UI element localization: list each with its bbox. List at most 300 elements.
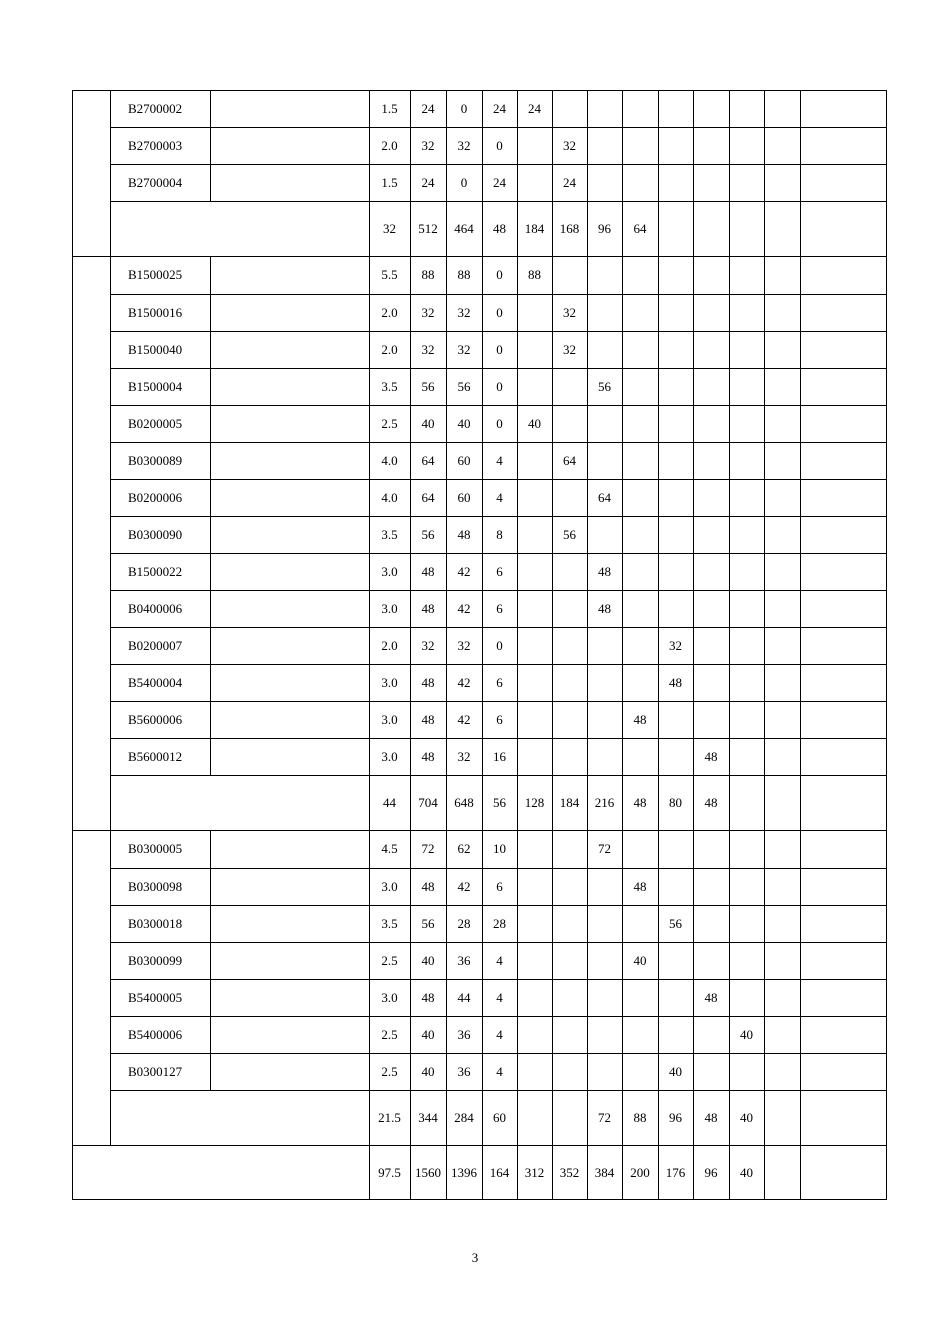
column-divider (764, 664, 765, 701)
item-value-text: 44 (457, 989, 471, 1005)
column-divider (658, 256, 659, 294)
item-value (369, 830, 410, 868)
column-divider (764, 830, 765, 868)
column-divider (800, 442, 801, 479)
column-divider (729, 627, 730, 664)
item-value (410, 979, 446, 1016)
item-value-text: 32 (421, 637, 435, 653)
column-divider (587, 405, 588, 442)
column-divider (552, 942, 553, 979)
column-divider (517, 368, 518, 405)
item-value (482, 664, 517, 701)
item-value (446, 553, 482, 590)
column-divider (210, 590, 211, 627)
item-value-text: 48 (421, 600, 435, 616)
item-value-text: 42 (457, 711, 471, 727)
item-code-text: B0400006 (128, 600, 183, 616)
column-divider (729, 830, 730, 868)
item-value-text: 24 (528, 100, 541, 116)
column-divider (693, 868, 694, 905)
item-value (369, 368, 410, 405)
column-divider (622, 627, 623, 664)
column-divider (622, 1053, 623, 1090)
item-code-text: B0300005 (128, 841, 183, 856)
column-divider (110, 201, 111, 256)
item-code (110, 442, 210, 479)
column-divider (764, 256, 765, 294)
item-value-text: 24 (563, 174, 576, 190)
item-value-text: 32 (563, 304, 576, 320)
column-divider (658, 701, 659, 738)
item-value-text: 28 (457, 915, 471, 931)
item-value-text: 1.5 (381, 100, 398, 116)
column-divider (658, 830, 659, 868)
subtotal-value-text: 96 (669, 1109, 682, 1125)
column-divider (729, 164, 730, 201)
item-value (446, 979, 482, 1016)
column-divider (764, 942, 765, 979)
item-value-text: 4 (496, 1063, 503, 1079)
column-divider (210, 368, 211, 405)
column-divider (800, 590, 801, 627)
item-value (410, 1016, 446, 1053)
total-value-text: 96 (704, 1164, 718, 1180)
column-divider (587, 1016, 588, 1053)
item-value (369, 738, 410, 775)
item-value-text: 2.0 (381, 304, 398, 320)
item-value-text: 4 (496, 489, 503, 505)
item-value-text: 6 (496, 563, 503, 579)
column-divider (764, 331, 765, 368)
item-value-text: 4 (496, 452, 503, 468)
column-divider (729, 664, 730, 701)
item-value (410, 701, 446, 738)
column-divider (729, 405, 730, 442)
item-value-text: 16 (493, 748, 506, 764)
subtotal-value (587, 1090, 622, 1145)
item-value-text: 42 (457, 600, 471, 616)
item-value-text: 64 (421, 452, 435, 468)
column-divider (693, 442, 694, 479)
item-code-text: B2700003 (128, 137, 183, 153)
column-divider (729, 775, 730, 830)
item-value-text: 56 (421, 378, 435, 394)
item-value-text: 64 (563, 452, 576, 468)
column-divider (764, 164, 765, 201)
item-value-text: 32 (421, 341, 435, 357)
item-value-text: 2.5 (381, 1026, 398, 1042)
column-divider (658, 516, 659, 553)
column-divider (729, 368, 730, 405)
item-value-text: 56 (457, 378, 471, 394)
item-value (410, 294, 446, 331)
column-divider (622, 442, 623, 479)
column-divider (800, 294, 801, 331)
item-value-text: 4 (496, 952, 503, 968)
item-value (369, 256, 410, 294)
item-value-text: 88 (528, 267, 541, 282)
item-value-text: 24 (493, 174, 506, 190)
item-code (110, 738, 210, 775)
item-code (110, 664, 210, 701)
item-value (446, 368, 482, 405)
item-code (110, 164, 210, 201)
column-divider (764, 294, 765, 331)
item-value-text: 56 (598, 378, 611, 394)
item-value (482, 516, 517, 553)
column-divider (210, 127, 211, 164)
column-divider (552, 905, 553, 942)
column-divider (800, 905, 801, 942)
item-value-text: 48 (704, 748, 718, 764)
item-value-text: 3.0 (381, 748, 398, 764)
column-divider (658, 590, 659, 627)
subtotal-value-text: 168 (559, 220, 580, 236)
column-divider (622, 90, 623, 127)
item-value (446, 868, 482, 905)
column-divider (693, 830, 694, 868)
column-divider (658, 1016, 659, 1053)
column-divider (210, 479, 211, 516)
subtotal-value (658, 775, 693, 830)
item-value (369, 627, 410, 664)
column-divider (210, 664, 211, 701)
column-divider (587, 90, 588, 127)
item-value (369, 442, 410, 479)
item-value-text: 32 (457, 341, 471, 357)
column-divider (517, 905, 518, 942)
column-divider (587, 701, 588, 738)
subtotal-value-text: 88 (633, 1109, 647, 1125)
item-value-text: 48 (457, 526, 471, 542)
column-divider (622, 979, 623, 1016)
subtotal-value-text: 44 (383, 794, 396, 810)
item-value (482, 294, 517, 331)
total-value-text: 40 (740, 1164, 753, 1180)
item-value (410, 905, 446, 942)
item-value-text: 32 (457, 748, 471, 764)
item-value-text: 40 (421, 952, 435, 968)
column-divider (800, 368, 801, 405)
item-value (446, 256, 482, 294)
item-value-text: 32 (457, 304, 471, 320)
item-value-text: 0 (460, 174, 468, 190)
column-divider (658, 127, 659, 164)
item-value-text: 56 (669, 915, 682, 931)
item-code-text: B0300127 (128, 1063, 183, 1079)
item-code (110, 627, 210, 664)
total-value (482, 1145, 517, 1200)
column-divider (587, 442, 588, 479)
column-divider (800, 256, 801, 294)
item-value (658, 905, 693, 942)
column-divider (210, 90, 211, 127)
item-code-text: B5400006 (128, 1026, 183, 1042)
item-value (446, 830, 482, 868)
column-divider (658, 942, 659, 979)
subtotal-value (369, 201, 410, 256)
item-value-text: 48 (669, 674, 682, 690)
item-value (369, 979, 410, 1016)
item-code-text: B0300089 (128, 452, 183, 468)
subtotal-value-text: 72 (598, 1109, 611, 1125)
item-value-text: 2.0 (381, 137, 398, 153)
item-value-text: 72 (598, 841, 611, 856)
item-value-text: 40 (669, 1063, 682, 1079)
column-divider (800, 1090, 801, 1145)
item-code-text: B1500004 (128, 378, 183, 394)
column-divider (517, 664, 518, 701)
column-divider (658, 368, 659, 405)
column-divider (517, 1016, 518, 1053)
column-divider (693, 127, 694, 164)
column-divider (693, 201, 694, 256)
item-value-text: 56 (563, 526, 576, 542)
item-value-text: 40 (421, 1063, 435, 1079)
total-value (622, 1145, 658, 1200)
column-divider (517, 830, 518, 868)
item-value (410, 664, 446, 701)
page-number: 3 (471, 1250, 479, 1265)
column-divider (622, 479, 623, 516)
total-value-text: 97.5 (378, 1164, 401, 1180)
item-code (110, 979, 210, 1016)
column-divider (210, 442, 211, 479)
item-value-text: 48 (704, 989, 718, 1005)
item-value (482, 979, 517, 1016)
item-value (552, 442, 587, 479)
column-divider (587, 738, 588, 775)
item-value-text: 24 (421, 100, 435, 116)
item-value (482, 553, 517, 590)
column-divider (764, 368, 765, 405)
column-divider (517, 127, 518, 164)
column-divider (800, 775, 801, 830)
column-divider (693, 256, 694, 294)
item-value (552, 294, 587, 331)
column-divider (764, 1016, 765, 1053)
column-divider (622, 738, 623, 775)
column-divider (622, 294, 623, 331)
column-divider (210, 256, 211, 294)
column-divider (552, 553, 553, 590)
total-value (729, 1145, 764, 1200)
subtotal-value (517, 201, 552, 256)
item-code-text: B1500040 (128, 341, 183, 357)
item-value (482, 701, 517, 738)
column-divider (658, 553, 659, 590)
total-value-text: 164 (489, 1164, 510, 1180)
item-value-text: 6 (496, 878, 503, 894)
column-divider (658, 201, 659, 256)
column-divider (800, 979, 801, 1016)
total-value (658, 1145, 693, 1200)
column-divider (517, 294, 518, 331)
column-divider (622, 127, 623, 164)
column-divider (800, 738, 801, 775)
item-value-text: 48 (421, 989, 435, 1005)
column-divider (587, 979, 588, 1016)
item-value-text: 40 (421, 415, 435, 431)
column-divider (552, 738, 553, 775)
item-value (587, 479, 622, 516)
column-divider (729, 738, 730, 775)
item-code (110, 331, 210, 368)
item-value (658, 664, 693, 701)
column-divider (587, 256, 588, 294)
total-value-text: 200 (630, 1164, 650, 1180)
item-value (446, 942, 482, 979)
subtotal-value-text: 40 (740, 1109, 753, 1125)
column-divider (658, 738, 659, 775)
item-value-text: 42 (457, 674, 471, 690)
column-divider (552, 979, 553, 1016)
item-value-text: 64 (421, 489, 435, 505)
item-value (587, 553, 622, 590)
item-value-text: 4.0 (381, 452, 398, 468)
column-divider (210, 405, 211, 442)
total-value (693, 1145, 729, 1200)
item-value (410, 90, 446, 127)
item-value (482, 442, 517, 479)
item-value-text: 3.0 (381, 878, 398, 894)
item-code-text: B0200006 (128, 489, 183, 505)
column-divider (764, 90, 765, 127)
column-divider (622, 256, 623, 294)
item-value (410, 127, 446, 164)
column-divider (622, 830, 623, 868)
item-value (369, 164, 410, 201)
item-value (622, 701, 658, 738)
item-value (369, 942, 410, 979)
column-divider (729, 127, 730, 164)
subtotal-value-text: 64 (633, 220, 647, 236)
column-divider (210, 830, 211, 868)
item-value-text: 32 (421, 137, 435, 153)
column-divider (693, 90, 694, 127)
column-divider (800, 664, 801, 701)
column-divider (693, 516, 694, 553)
item-code-text: B2700002 (128, 100, 183, 116)
column-divider (764, 201, 765, 256)
item-value (410, 1053, 446, 1090)
column-divider (764, 905, 765, 942)
item-code (110, 368, 210, 405)
subtotal-value-text: 184 (559, 794, 580, 810)
item-value (446, 1053, 482, 1090)
subtotal-value-text: 80 (669, 794, 682, 810)
column-divider (764, 1145, 765, 1200)
item-value (552, 331, 587, 368)
column-divider (587, 331, 588, 368)
item-value (658, 627, 693, 664)
item-value (369, 127, 410, 164)
column-divider (800, 830, 801, 868)
item-value (446, 479, 482, 516)
subtotal-value (587, 775, 622, 830)
column-divider (693, 368, 694, 405)
item-value (410, 627, 446, 664)
item-value-text: 3.0 (381, 563, 398, 579)
column-divider (729, 331, 730, 368)
item-value-text: 62 (457, 841, 471, 856)
item-value (369, 553, 410, 590)
subtotal-value-text: 216 (594, 794, 615, 810)
column-divider (693, 905, 694, 942)
item-value-text: 48 (598, 563, 611, 579)
column-divider (693, 405, 694, 442)
item-value-text: 2.5 (381, 1063, 398, 1079)
column-divider (764, 1090, 765, 1145)
item-value (410, 405, 446, 442)
item-value-text: 32 (421, 304, 435, 320)
item-value (369, 479, 410, 516)
column-divider (658, 164, 659, 201)
subtotal-value (587, 201, 622, 256)
column-divider (729, 90, 730, 127)
item-value (369, 294, 410, 331)
item-value (482, 590, 517, 627)
column-divider (210, 516, 211, 553)
item-value (729, 1016, 764, 1053)
data-table (72, 90, 887, 1200)
column-divider (210, 294, 211, 331)
subtotal-value (446, 775, 482, 830)
column-divider (800, 405, 801, 442)
item-value (446, 1016, 482, 1053)
subtotal-value-text: 60 (493, 1109, 506, 1125)
item-value-text: 56 (421, 526, 435, 542)
column-divider (764, 868, 765, 905)
item-value (587, 830, 622, 868)
item-code-text: B0300090 (128, 526, 183, 542)
column-divider (552, 1053, 553, 1090)
item-value (446, 516, 482, 553)
column-divider (764, 442, 765, 479)
item-value (369, 664, 410, 701)
subtotal-value (369, 1090, 410, 1145)
item-value-text: 60 (457, 489, 471, 505)
item-value-text: 42 (457, 563, 471, 579)
item-code-text: B2700004 (128, 174, 183, 190)
item-value (622, 868, 658, 905)
item-value (369, 590, 410, 627)
column-divider (622, 368, 623, 405)
item-value-text: 32 (563, 137, 576, 153)
column-divider (210, 1016, 211, 1053)
subtotal-value (693, 1090, 729, 1145)
column-divider (552, 90, 553, 127)
item-value-text: 40 (740, 1026, 753, 1042)
item-value-text: 24 (421, 174, 435, 190)
item-value (369, 1016, 410, 1053)
item-value (446, 905, 482, 942)
item-value-text: 32 (457, 637, 471, 653)
column-divider (517, 590, 518, 627)
column-divider (210, 1053, 211, 1090)
column-divider (587, 127, 588, 164)
column-divider (517, 979, 518, 1016)
column-divider (693, 294, 694, 331)
column-divider (729, 553, 730, 590)
item-value (693, 738, 729, 775)
column-divider (729, 201, 730, 256)
column-divider (210, 331, 211, 368)
item-value (446, 664, 482, 701)
item-value (482, 331, 517, 368)
column-divider (587, 164, 588, 201)
total-value (552, 1145, 587, 1200)
